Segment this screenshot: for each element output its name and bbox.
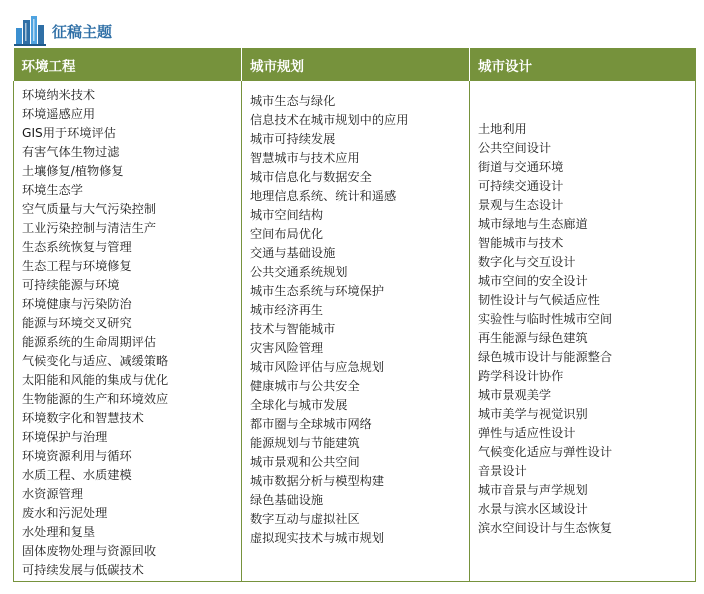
- topic-item: 虚拟现实技术与城市规划: [250, 531, 385, 545]
- topic-item: 城市生态与绿化: [250, 94, 336, 108]
- topic-item: 绿色基础设施: [250, 493, 324, 507]
- topic-item: 空间布局优化: [250, 227, 324, 241]
- topic-item: 地理信息系统、统计和遥感: [250, 189, 397, 203]
- section-title: 征稿主题: [52, 22, 113, 41]
- topic-item: GIS用于环境评估: [22, 126, 116, 140]
- topic-item: 水处理和复垦: [22, 525, 96, 539]
- topic-item: 智能城市与技术: [478, 236, 564, 250]
- topic-list: [478, 86, 687, 538]
- topic-item: 城市绿地与生态廊道: [478, 217, 588, 231]
- topic-item: 能源规划与节能建筑: [250, 436, 360, 450]
- topic-item: 环境保护与治理: [22, 430, 108, 444]
- topic-item: 全球化与城市发展: [250, 398, 348, 412]
- topic-item: 太阳能和风能的集成与优化: [22, 373, 169, 387]
- city-buildings-icon: [14, 14, 46, 46]
- topic-item: 数字互动与虚拟社区: [250, 512, 360, 526]
- section-header: [14, 14, 112, 46]
- topic-item: 环境纳米技术: [22, 88, 96, 102]
- topic-item: 气候变化适应与弹性设计: [478, 445, 613, 459]
- topic-item: 环境健康与污染防治: [22, 297, 132, 311]
- topic-item: 可持续能源与环境: [22, 278, 120, 292]
- topic-item: 气候变化与适应、减缓策略: [22, 354, 169, 368]
- topic-item: 城市信息化与数据安全: [250, 170, 372, 184]
- topic-item: 城市数据分析与模型构建: [250, 474, 385, 488]
- topic-item: 固体废物处理与资源回收: [22, 544, 157, 558]
- topic-item: 水质工程、水质建模: [22, 468, 132, 482]
- column-header-environmental-engineering: 环境工程: [14, 48, 242, 81]
- topic-item: 城市可持续发展: [250, 132, 336, 146]
- topic-item: 健康城市与公共安全: [250, 379, 360, 393]
- table-body-row: [14, 81, 696, 581]
- topic-item: 跨学科设计协作: [478, 369, 564, 383]
- topic-item: 实验性与临时性城市空间: [478, 312, 613, 326]
- topic-item: 能源与环境交叉研究: [22, 316, 132, 330]
- topic-item: 城市生态系统与环境保护: [250, 284, 385, 298]
- topic-list: [22, 86, 233, 580]
- topic-item: 有害气体生物过滤: [22, 145, 120, 159]
- topic-list: [250, 86, 461, 548]
- topic-item: 生态工程与环境修复: [22, 259, 132, 273]
- column-environmental-engineering: [14, 81, 242, 581]
- topic-item: 可持续发展与低碳技术: [22, 563, 144, 577]
- topic-item: 弹性与适应性设计: [478, 426, 576, 440]
- topics-table: [13, 48, 696, 582]
- topic-item: 公共空间设计: [478, 141, 552, 155]
- topic-item: 技术与智能城市: [250, 322, 336, 336]
- topic-item: 音景设计: [478, 464, 527, 478]
- topic-item: 城市景观和公共空间: [250, 455, 360, 469]
- topic-item: 城市音景与声学规划: [478, 483, 588, 497]
- topic-item: 生物能源的生产和环境效应: [22, 392, 169, 406]
- column-urban-planning: [242, 81, 470, 581]
- topic-item: 生态系统恢复与管理: [22, 240, 132, 254]
- topic-item: 环境数字化和智慧技术: [22, 411, 144, 425]
- column-header-urban-planning: 城市规划: [242, 48, 470, 81]
- topic-item: 再生能源与绿色建筑: [478, 331, 588, 345]
- topic-item: 环境资源利用与循环: [22, 449, 132, 463]
- topic-item: 都市圈与全球城市网络: [250, 417, 372, 431]
- topic-item: 水资源管理: [22, 487, 83, 501]
- topic-item: 城市空间的安全设计: [478, 274, 588, 288]
- topic-item: 空气质量与大气污染控制: [22, 202, 157, 216]
- table-header-row: [14, 48, 696, 81]
- column-urban-design: [470, 81, 696, 581]
- topic-item: 绿色城市设计与能源整合: [478, 350, 613, 364]
- topic-item: 环境生态学: [22, 183, 83, 197]
- topic-item: 交通与基础设施: [250, 246, 336, 260]
- column-header-urban-design: 城市设计: [470, 48, 696, 81]
- topic-item: 灾害风险管理: [250, 341, 324, 355]
- topic-item: 城市美学与视觉识别: [478, 407, 588, 421]
- topic-item: 智慧城市与技术应用: [250, 151, 360, 165]
- topic-item: 城市经济再生: [250, 303, 324, 317]
- topic-item: 可持续交通设计: [478, 179, 564, 193]
- topic-item: 城市景观美学: [478, 388, 552, 402]
- topic-item: 公共交通系统规划: [250, 265, 348, 279]
- topic-item: 信息技术在城市规划中的应用: [250, 113, 409, 127]
- topic-item: 环境遥感应用: [22, 107, 96, 121]
- topic-item: 韧性设计与气候适应性: [478, 293, 600, 307]
- topic-item: 数字化与交互设计: [478, 255, 576, 269]
- topic-item: 滨水空间设计与生态恢复: [478, 521, 613, 535]
- topic-item: 工业污染控制与清洁生产: [22, 221, 157, 235]
- topic-item: 能源系统的生命周期评估: [22, 335, 157, 349]
- topic-item: 土地利用: [478, 122, 527, 136]
- topic-item: 街道与交通环境: [478, 160, 564, 174]
- topic-item: 水景与滨水区域设计: [478, 502, 588, 516]
- topic-item: 土壤修复/植物修复: [22, 164, 124, 178]
- topic-item: 城市风险评估与应急规划: [250, 360, 385, 374]
- topic-item: 废水和污泥处理: [22, 506, 108, 520]
- topic-item: 城市空间结构: [250, 208, 324, 222]
- topic-item: 景观与生态设计: [478, 198, 564, 212]
